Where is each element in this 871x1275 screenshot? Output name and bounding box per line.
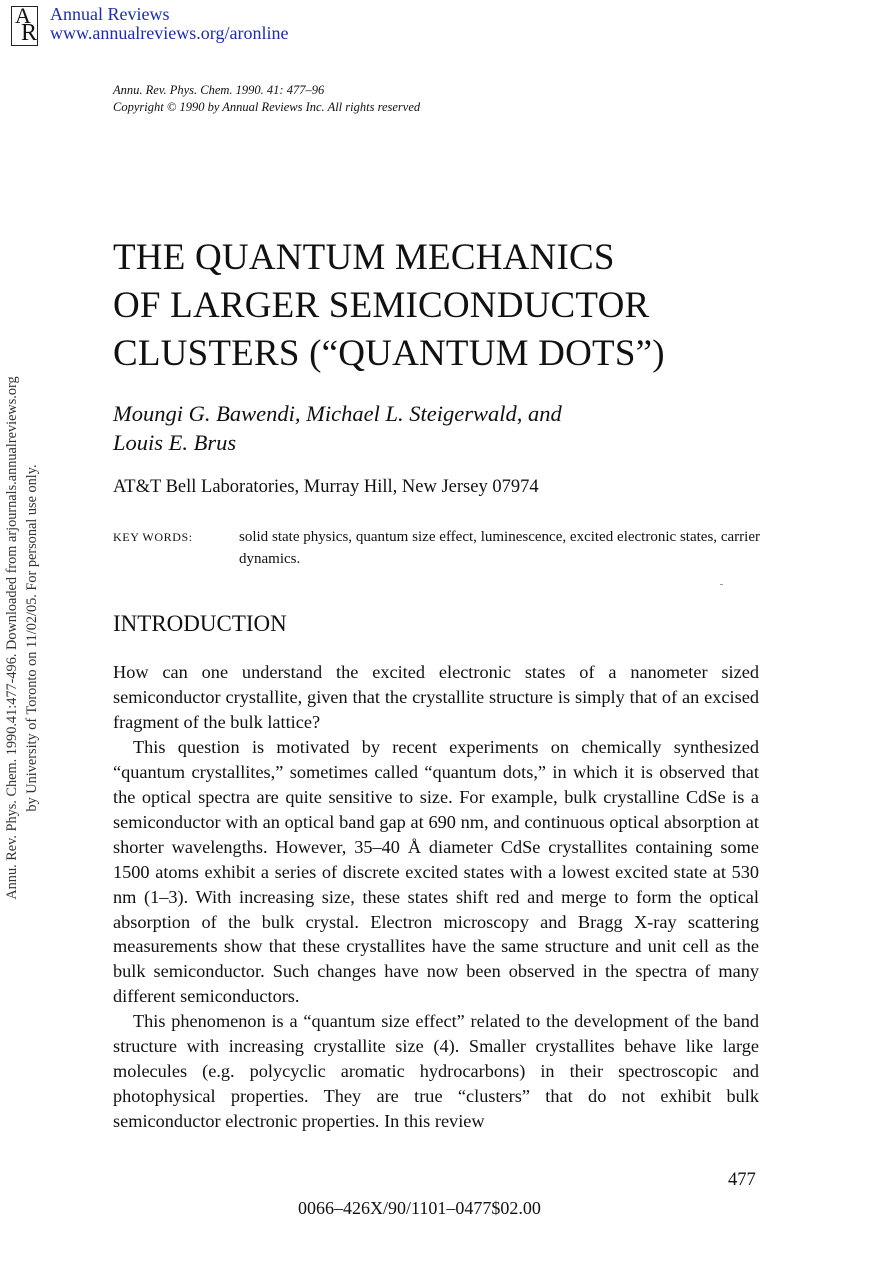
- annual-reviews-logo: [11, 3, 38, 46]
- logo-letter-r: R: [21, 20, 38, 46]
- download-notice: [2, 328, 54, 948]
- author-line: Moungi G. Bawendi, Michael L. Steigerwald, and: [113, 401, 562, 426]
- journal-citation: Annu. Rev. Phys. Chem. 1990. 41: 477–96: [113, 83, 325, 97]
- journal-meta: [113, 82, 420, 116]
- issn-code: 0066–426X/90/1101–0477$02.00: [298, 1198, 541, 1218]
- body-text: [113, 660, 759, 1134]
- affiliation: AT&T Bell Laboratories, Murray Hill, New Jersey 07974: [113, 477, 539, 497]
- scan-speck: [720, 584, 723, 585]
- site-name-link[interactable]: Annual Reviews: [50, 4, 170, 24]
- keywords-text: solid state physics, quantum size effect, luminescence, excited electronic states, carrier dynamics.: [239, 529, 760, 567]
- section-heading: INTRODUCTION: [113, 611, 287, 636]
- title-line: OF LARGER SEMICONDUCTOR: [113, 285, 650, 326]
- annual-reviews-links: [50, 5, 288, 43]
- page-number: 477: [728, 1170, 756, 1190]
- download-notice-line: by University of Toronto on 11/02/05. For personal use only.: [24, 464, 40, 812]
- article-title: [113, 234, 665, 378]
- keywords-label: KEY WORDS:: [113, 530, 193, 544]
- title-line: CLUSTERS (“QUANTUM DOTS”): [113, 333, 665, 374]
- author-list: [113, 399, 562, 457]
- logo-letter-a: A: [15, 3, 31, 28]
- paragraph: This question is motivated by recent experiments on chemically synthesized “quantum crystallites,” sometimes called “quantum dots,” in which it is observed that the optical spectra are quite sensitive to size. For example, bulk crystalline CdSe is a semiconductor with an optical band gap at 690 nm, and continuous optical absorption at shorter wavelengths. However, 35–40 Å diameter CdSe crystallites containing some 1500 atoms exhibit a series of discrete excited states with a lowest excited state at 530 nm (1–3). With increasing size, these states shift red and merge to form the optical absorption of the bulk crystal. Electron microscopy and Bragg X-ray scattering measurements show that these crystallites have the same structure and unit cell as the bulk semiconductor. Such changes have now been observed in the spectra of many different semiconductors.: [113, 736, 759, 1007]
- site-url-link[interactable]: www.annualreviews.org/aronline: [50, 23, 289, 43]
- paragraph: How can one understand the excited electronic states of a nanometer sized semiconductor crystallite, given that the crystallite structure is simply that of an excised fragment of the bulk lattice?: [113, 662, 759, 732]
- author-line: Louis E. Brus: [113, 430, 237, 455]
- download-notice-line: Annu. Rev. Phys. Chem. 1990.41:477-496. Downloaded from arjournals.annualreviews.org: [4, 376, 20, 900]
- title-line: THE QUANTUM MECHANICS: [113, 237, 615, 278]
- copyright-notice: Copyright © 1990 by Annual Reviews Inc. All rights reserved: [113, 100, 421, 114]
- paragraph: This phenomenon is a “quantum size effect” related to the development of the band structure with increasing crystallite size (4). Smaller crystallites behave like large molecules (e.g. polycyclic aromatic hydrocarbons) in their spectroscopic and photophysical properties. They are true “clusters” that do not exhibit bulk semiconductor electronic properties. In this review: [113, 1011, 759, 1132]
